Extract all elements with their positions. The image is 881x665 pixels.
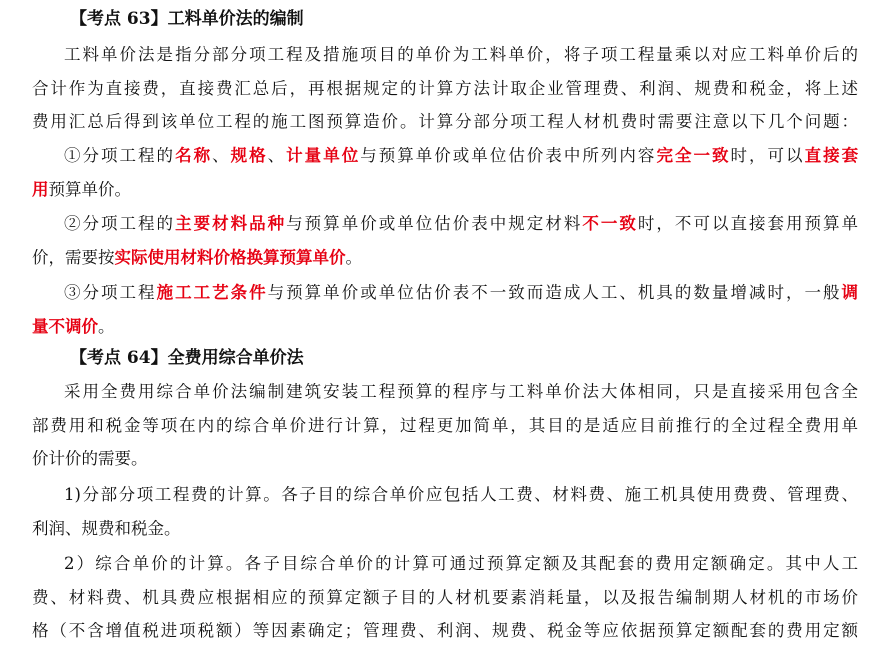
text-line: 费用汇总后得到该单位工程的施工图预算造价。计算分部分项工程人材机费时需要注意以下几个问题：: [32, 112, 858, 131]
text-line: 费、材料费、机具费应根据相应的预算定额子目的人材机要素消耗量，以及报告编制期人材机的市场价: [32, 587, 858, 607]
text-run: 与预算单价或单位估价表中所列内容: [360, 146, 657, 165]
section-64-intro: [32, 375, 858, 476]
text-run: 时，不可以直接套用预算单: [637, 214, 858, 233]
section-63-item-3: [32, 276, 858, 343]
text-run: 价，需要按: [32, 247, 115, 267]
section-64-heading: 【考点 64】全费用综合单价法: [70, 348, 304, 368]
text-run: 与预算单价或单位估价表中规定材料: [286, 214, 583, 233]
text-line: 价计价的需要。: [32, 449, 148, 468]
text-line: 采用全费用综合单价法编制建筑安装工程预算的程序与工料单价法大体相同，只是直接采用包含全: [64, 382, 858, 401]
highlight-term: 不一致: [582, 214, 638, 233]
text-line: 1)分部分项工程费的计算。各子目的综合单价应包括人工费、材料费、施工机具使用费费、管理费、: [64, 485, 858, 504]
text-line: [32, 173, 858, 207]
section-64-item-2: [32, 547, 858, 648]
text-run: ①分项工程的: [64, 146, 176, 165]
highlight-term: 主要材料品种: [175, 214, 287, 233]
highlight-term: 完全一致: [656, 146, 731, 165]
text-run: 预算单价。: [48, 179, 131, 199]
text-line: [32, 241, 858, 275]
text-line: [32, 139, 858, 173]
section-63-item-1: [32, 139, 858, 206]
text-line: 格（不含增值税进项税额）等因素确定；管理费、利润、规费、税金等应依据预算定额配套的费用定额: [32, 621, 858, 640]
text-line: 利润、规费和税金。: [32, 518, 181, 538]
text-run: 。: [98, 316, 115, 336]
highlight-term: 规格: [230, 146, 268, 165]
section-63-intro: [32, 38, 858, 139]
text-line: 工料单价法是指分部分项工程及措施项目的单价为工料单价，将子项工程量乘以对应工料单价后的: [64, 45, 858, 64]
text-run: 。: [345, 247, 362, 267]
text-line: 部费用和税金等项在内的综合单价进行计算，过程更加简单，其目的是适应目前推行的全过程全费用单: [32, 415, 858, 435]
text-run: 、: [212, 146, 231, 165]
text-line: 2）综合单价的计算。各子目综合单价的计算可通过预算定额及其配套的费用定额确定。其中人工: [64, 554, 858, 573]
section-64-item-1: [32, 478, 858, 545]
highlight-term: 实际使用材料价格换算预算单价: [114, 247, 346, 267]
text-run: 时，可以: [730, 146, 805, 165]
text-run: ②分项工程的: [64, 214, 176, 233]
section-63-heading: 【考点 63】工料单价法的编制: [70, 9, 304, 29]
text-line: [32, 310, 858, 344]
text-run: 与预算单价或单位估价表不一致而造成人工、机具的数量增减时，一般: [267, 283, 842, 302]
text-line: 合计作为直接费，直接费汇总后，再根据规定的计算方法计取企业管理费、利润、规费和税金，将上述: [32, 78, 858, 98]
section-63-item-2: [32, 207, 858, 274]
highlight-term: 直接套: [804, 146, 858, 165]
highlight-term: 施工工艺条件: [156, 283, 268, 302]
highlight-term: 调: [841, 283, 858, 302]
text-run: ③分项工程: [64, 283, 157, 302]
highlight-term: 量不调价: [32, 316, 98, 336]
highlight-term: 名称: [175, 146, 213, 165]
highlight-term: 用: [32, 179, 49, 199]
highlight-term: 计量单位: [286, 146, 361, 165]
text-run: 、: [267, 146, 287, 165]
text-line: [32, 207, 858, 241]
text-line: [32, 276, 858, 310]
